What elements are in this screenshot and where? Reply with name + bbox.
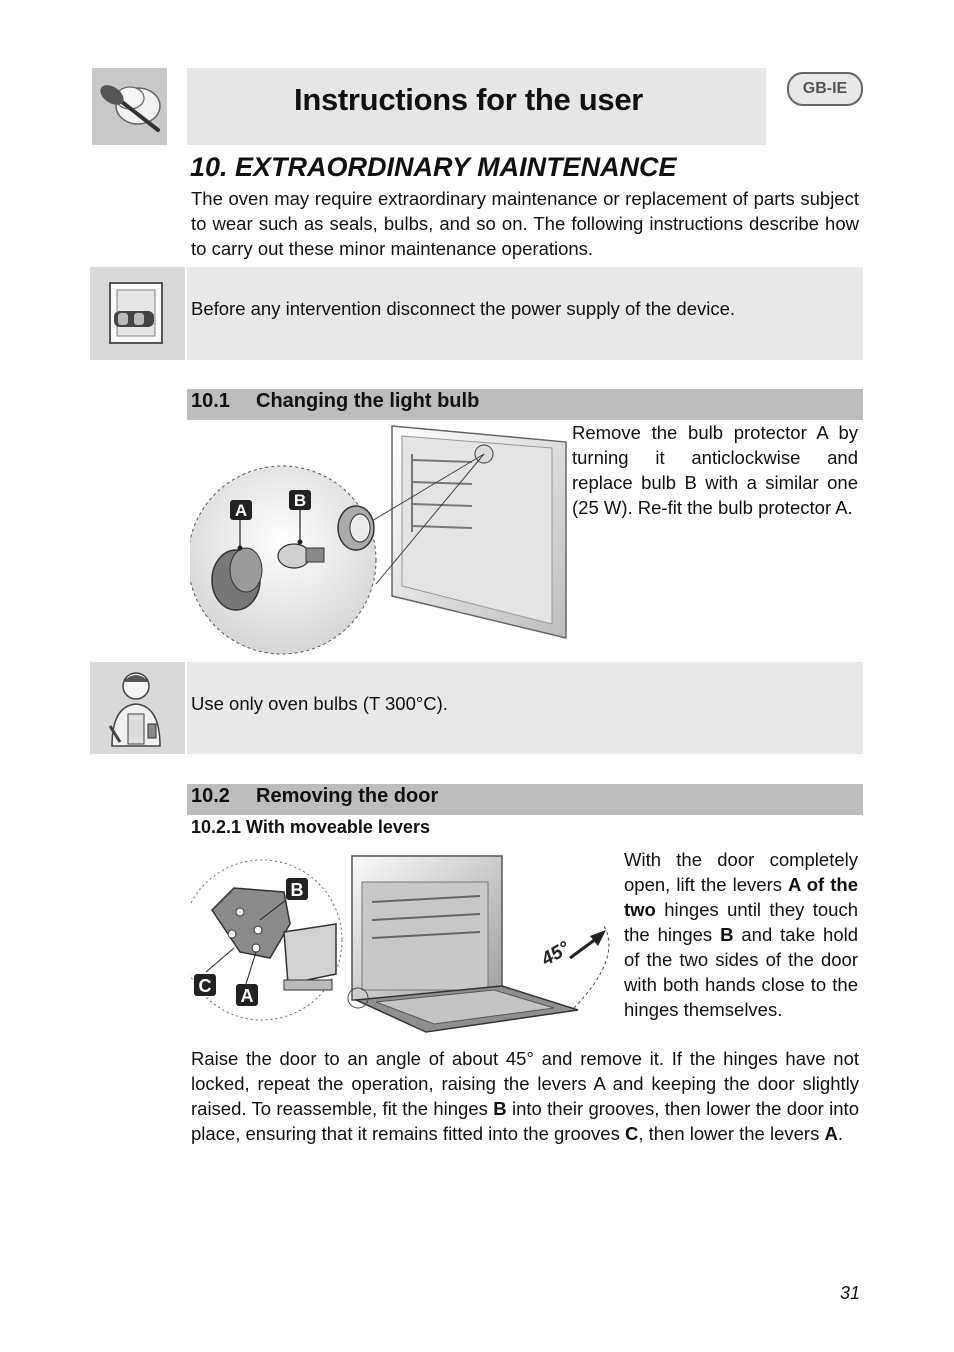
bulb-note-text: Use only oven bulbs (T 300°C). [191, 693, 448, 714]
chef-logo-icon [92, 68, 167, 145]
door-label-a: A [240, 986, 254, 1006]
bulb-heading-number: 10.1 [191, 390, 230, 412]
bulb-label-a: A [234, 501, 248, 520]
angle-label: 45° [538, 937, 574, 971]
bulb-heading-title: Changing the light bulb [256, 390, 480, 412]
door-instructions-2: Raise the door to an angle of about 45° and remove it. If the hinges have not locked, repeat the operation, raising the levers A and keeping the door slightly raised. To reassemble, fit the hinges B into their grooves, then lower the door into place, ensuring that it remains fitted into the grooves C, then lower the levers A. [191, 1048, 859, 1144]
power-note-text: Before any intervention disconnect the power supply of the device. [191, 298, 736, 319]
page-title: Instructions for the user [294, 82, 644, 117]
page-number: 31 [840, 1283, 861, 1303]
door-heading-title: Removing the door [256, 785, 439, 807]
language-badge: GB-IE [787, 72, 863, 106]
technician-icon [90, 662, 185, 754]
section-title: 10. EXTRAORDINARY MAINTENANCE [190, 152, 677, 182]
door-subheading: 10.2.1 With moveable levers [191, 817, 430, 837]
door-label-c: C [198, 976, 212, 996]
bulb-illustration [190, 424, 570, 660]
bulb-label-b: B [293, 491, 307, 510]
door-heading-number: 10.2 [191, 785, 230, 807]
door-label-b: B [290, 880, 304, 900]
bulb-instructions: Remove the bulb protector A by turning it anticlockwise and replace bulb B with a similar one (25 W). Re-fit the bulb protector A. [572, 422, 858, 518]
intro-paragraph: The oven may require extraordinary maintenance or replacement of parts subject to wear such as seals, bulbs, and so on. The following instructions describe how to carry out these minor maintenance operations. [191, 188, 859, 259]
door-instructions-1: With the door completely open, lift the levers A of the two hinges until they touch the hinges B and take hold of the two sides of the door with both hands close to the hinges themselves. [624, 849, 859, 1020]
door-illustration [190, 848, 618, 1038]
switch-icon [90, 267, 185, 360]
